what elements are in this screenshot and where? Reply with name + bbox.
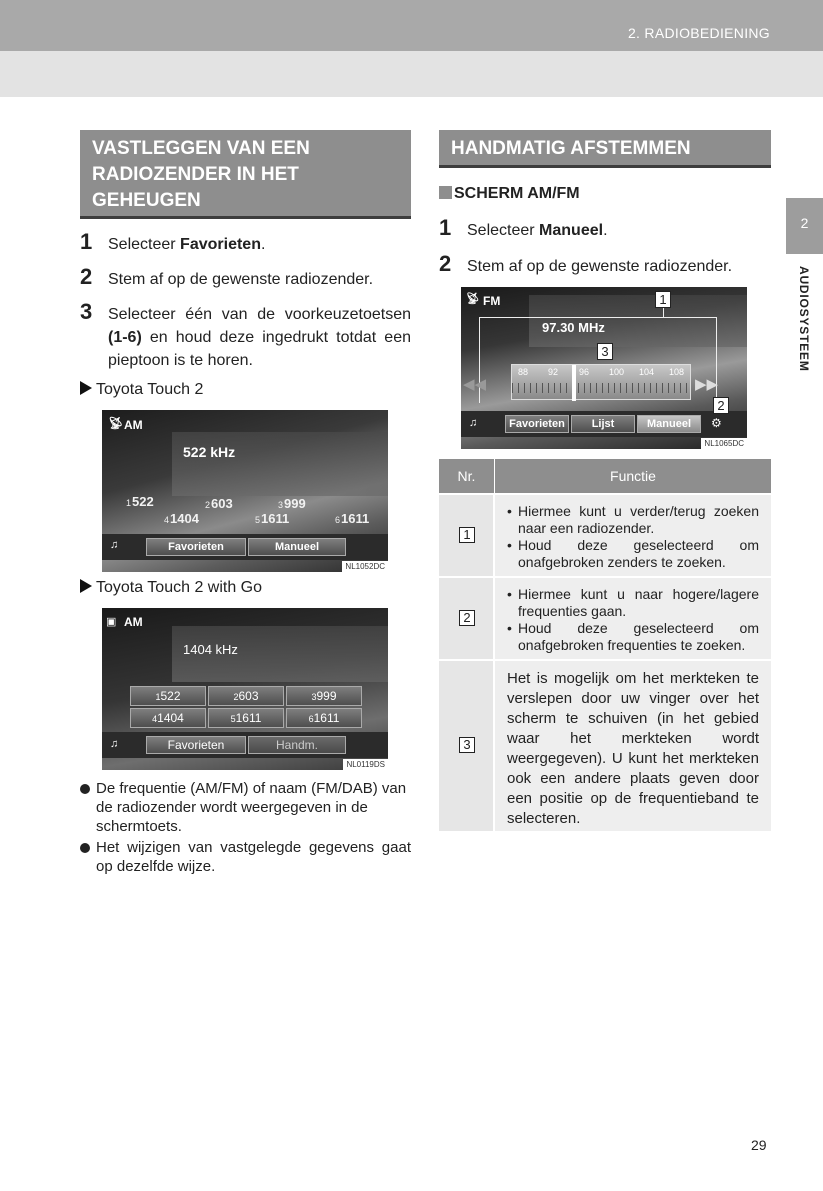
scale-label: 96 [579,367,590,377]
section-title-presets: VASTLEGGEN VAN EEN RADIOZENDER IN HET GEHEUGEN [80,130,411,219]
seek-forward-icon[interactable]: ▶▶ [695,376,719,393]
frequency-display: 1404 kHz [183,642,238,657]
subsection-title-text: SCHERM AM/FM [454,185,580,202]
variant-label-2 [80,579,262,597]
step-text-end: . [260,236,266,253]
chapter-tab-number: 2 [800,215,809,231]
header-subbar [0,51,823,97]
scale-label: 88 [518,367,529,377]
antenna-icon: 📡︎ [466,293,480,305]
row-number: 2 [459,610,475,626]
step-number: 1 [439,215,452,240]
scale-label: 104 [639,367,655,377]
favorites-button[interactable]: Favorieten [146,736,246,754]
preset-2[interactable]: 2603 [205,496,233,511]
bullet-dot [80,843,90,853]
radio-icon: ▣ [106,616,117,628]
favorites-button[interactable]: Favorieten [505,415,569,433]
step-text: Selecteer [467,222,540,239]
note-bullet-2 [80,838,411,876]
screen-touch2 [102,410,388,572]
variant-label-text: Toyota Touch 2 with Go [96,579,263,596]
step-3-left [80,299,411,372]
bullet-dot [80,784,90,794]
step-number: 2 [439,251,452,276]
scale-label: 100 [609,367,625,377]
source-icon[interactable]: ♫ [469,417,478,429]
preset-1[interactable]: 1522 [130,686,206,706]
step-2-left [80,264,411,291]
settings-icon[interactable]: ⚙ [711,416,722,430]
screen-touch2-go [102,608,388,770]
step-text-end: . [603,222,608,239]
section-title-manual: HANDMATIG AFSTEMMEN [439,130,771,168]
chapter-tab-label: AUDIOSYSTEEM [797,266,811,372]
preset-5[interactable]: 51611 [208,708,284,728]
row-item: • Hiermee kunt u verder/terug zoeken naar een radiozender. [507,503,759,537]
preset-6[interactable]: 61611 [335,511,370,526]
manual-button[interactable]: Manueel [637,415,701,433]
figure-code: NL1065DC [701,438,747,449]
favorites-button[interactable]: Favorieten [146,538,246,556]
band-label: AM [124,418,143,432]
step-number: 2 [80,264,93,289]
step-1-right [439,215,771,242]
header-function: Functie [610,468,656,484]
note-bullet-1 [80,779,411,836]
row-item: • Hiermee kunt u naar hogere/lagere frequenties gaan. [507,586,759,620]
band-label: FM [483,294,501,308]
preset-3[interactable]: 3999 [278,496,306,511]
frequency-display: 522 kHz [183,444,236,460]
header-bar [0,0,823,51]
step-text: Stem af op de gewenste radiozender. [108,271,374,288]
preset-1[interactable]: 1522 [126,494,154,509]
step-bold: Favorieten [180,236,261,253]
figure-code: NL1052DC [342,561,388,572]
seek-back-icon[interactable]: ◀◀ [463,376,487,393]
triangle-icon [80,579,92,593]
step-bold: Manueel [539,222,604,239]
figure-code: NL0119DS [343,759,388,770]
frequency-display: 97.30 MHz [542,320,605,335]
scale-label: 108 [669,367,685,377]
preset-6[interactable]: 61611 [286,708,362,728]
preset-4[interactable]: 41404 [130,708,206,728]
row-number: 3 [459,737,475,753]
frequency-ticks [512,383,692,393]
chapter-tab [786,198,823,254]
screen-manual-tuning [461,287,747,449]
preset-5[interactable]: 51611 [255,511,290,526]
triangle-icon [80,381,92,395]
row-number: 1 [459,527,475,543]
callout-3: 3 [597,343,613,360]
step-1-left [80,229,411,256]
antenna-icon: 📡︎ [108,416,124,430]
step-number: 1 [80,229,93,254]
function-table [439,459,771,831]
step-text-end: en houd deze ingedrukt totdat een pieptoon is te horen. [108,329,411,369]
note-text: De frequentie (AM/FM) of naam (FM/DAB) van de radiozender wordt weergegeven in de schermtoets. [96,780,407,835]
preset-4[interactable]: 41404 [164,511,199,526]
callout-2: 2 [713,397,729,414]
manual-button[interactable]: Handm. [248,736,346,754]
table-row [439,576,771,659]
step-text: Selecteer [108,236,181,253]
table-header [439,459,771,493]
table-row [439,493,771,576]
row-text: Het is mogelijk om het merkteken te verslepen door uw vinger over het scherm te schuiven (in het gebied waar het merkteken wordt weergegeven). U kunt het merkteken ook een andere plaats geven door een positie op de frequentieband te selecteren. [495,661,771,831]
band-label: AM [124,615,143,629]
step-text: Stem af op de gewenste radiozender. [467,258,733,275]
step-text: Selecteer één van de voorkeuzetoetsen [108,306,411,323]
page-number: 29 [751,1137,767,1153]
row-item: • Houd deze geselecteerd om onafgebroken frequenties te zoeken. [507,620,759,654]
source-icon[interactable]: ♫ [110,738,119,750]
step-number: 3 [80,299,93,324]
preset-3[interactable]: 3999 [286,686,362,706]
chapter-title: 2. RADIOBEDIENING [627,25,770,41]
note-text: Het wijzigen van vastgelegde gegevens gaat op dezelfde wijze. [96,839,411,875]
callout-1: 1 [655,291,671,308]
subsection-title [439,185,580,203]
step-bold: (1-6) [108,329,142,346]
row-item: • Houd deze geselecteerd om onafgebroken zenders te zoeken. [507,537,759,571]
scale-label: 92 [548,367,559,377]
table-row [439,659,771,831]
step-2-right [439,251,771,278]
manual-button[interactable]: Manueel [248,538,346,556]
list-button[interactable]: Lijst [571,415,635,433]
variant-label-1 [80,381,203,399]
preset-2[interactable]: 2603 [208,686,284,706]
tuning-marker[interactable] [572,365,576,401]
frequency-band[interactable] [511,364,691,400]
variant-label-text: Toyota Touch 2 [96,381,204,398]
square-icon [439,186,452,199]
frequency-panel [172,432,388,496]
header-nr: Nr. [439,459,495,493]
source-icon[interactable]: ♫ [110,539,119,551]
